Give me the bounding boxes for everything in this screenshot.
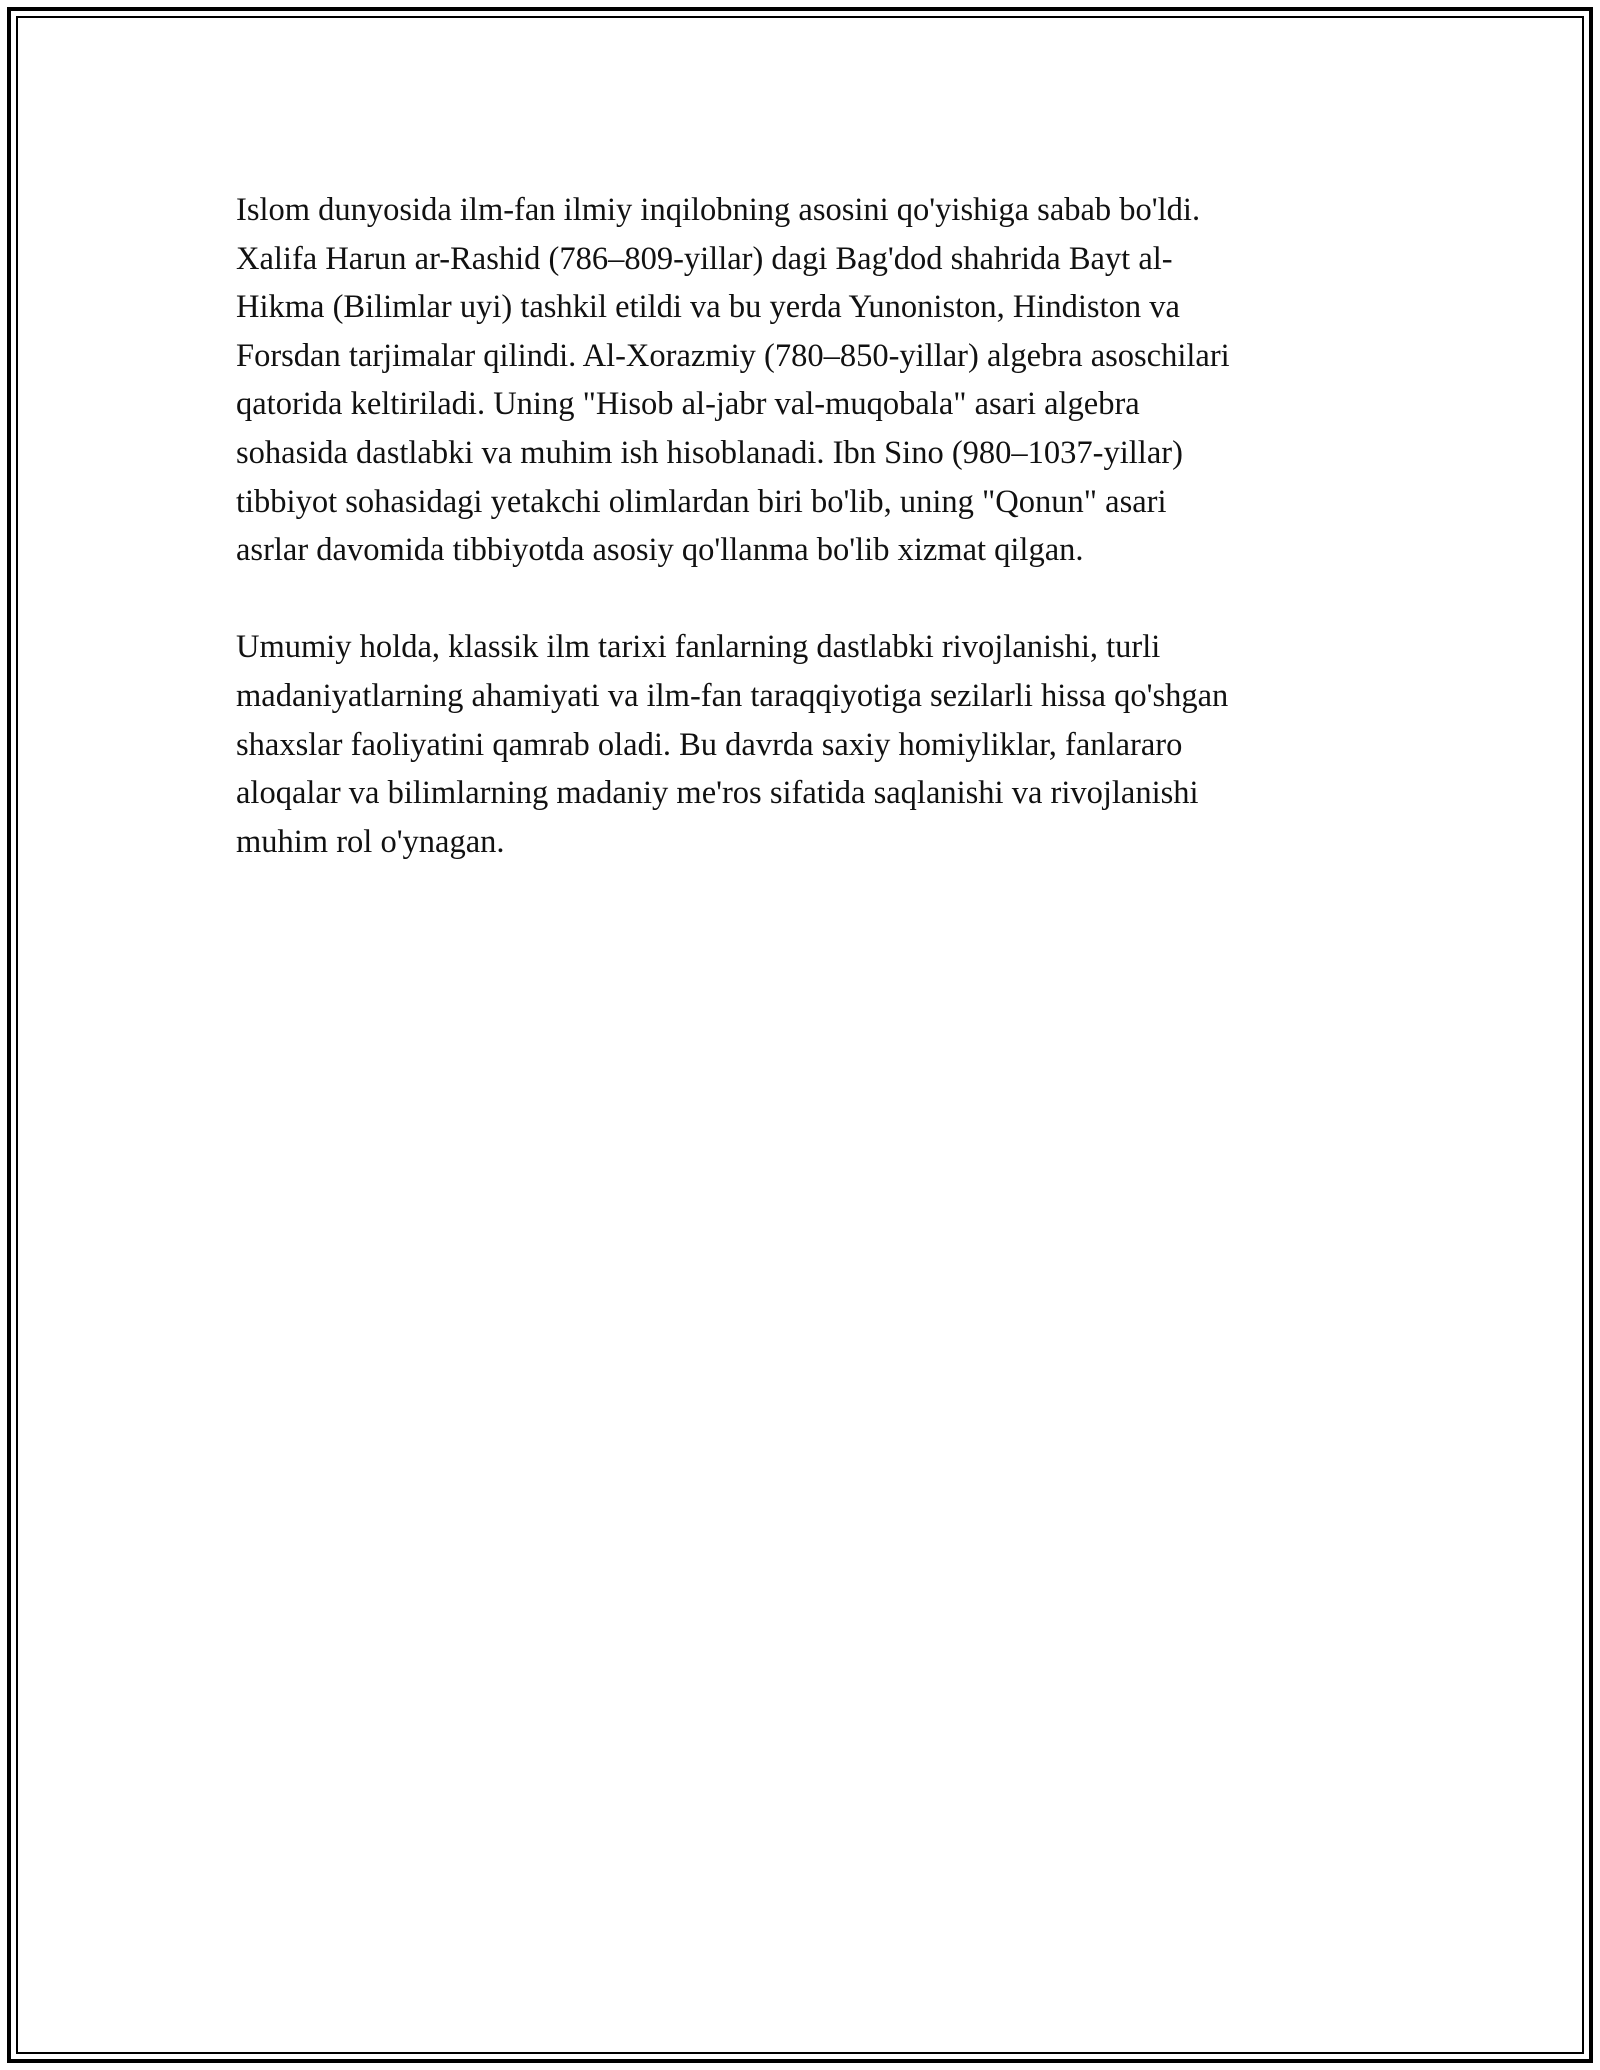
paragraph-line: aloqalar va bilimlarning madaniy me'ros sifatida saqlanishi va rivojlanishi xyxy=(236,775,1199,812)
paragraph-line: Islom dunyosida ilm-fan ilmiy inqilobning asosini qo'yishiga sabab bo'ldi. xyxy=(236,192,1201,228)
paragraph-line: muhim rol o'ynagan. xyxy=(236,823,505,860)
paragraph-line: tibbiyot sohasidagi yetakchi olimlardan biri bo'lib, uning "Qonun" asari xyxy=(236,483,1167,520)
paragraph-line: madaniyatlarning ahamiyati va ilm-fan taraqqiyotiga sezilarli hissa qo'shgan xyxy=(236,677,1229,714)
paragraph-line: shaxslar faoliyatini qamrab oladi. Bu davrda saxiy homiyliklar, fanlararo xyxy=(236,726,1183,763)
paragraph-line: asrlar davomida tibbiyotda asosiy qo'llanma bo'lib xizmat qilgan. xyxy=(236,532,1084,569)
paragraph-line: Umumiy holda, klassik ilm tarixi fanlarning dastlabki rivojlanishi, turli xyxy=(236,629,1161,666)
document-body xyxy=(236,186,1376,866)
paragraph-2 xyxy=(236,623,1376,866)
paragraph-line: Xalifa Harun ar-Rashid (786–809-yillar) dagi Bag'dod shahrida Bayt al- xyxy=(236,240,1173,277)
paragraph-line: qatorida keltiriladi. Uning "Hisob al-jabr val-muqobala" asari algebra xyxy=(236,386,1140,423)
paragraph-1 xyxy=(236,186,1376,575)
paragraph-line: sohasida dastlabki va muhim ish hisoblanadi. Ibn Sino (980–1037-yillar) xyxy=(236,434,1183,471)
paragraph-line: Hikma (Bilimlar uyi) tashkil etildi va bu yerda Yunoniston, Hindiston va xyxy=(236,289,1180,326)
paragraph-line: Forsdan tarjimalar qilindi. Al-Xorazmiy (780–850-yillar) algebra asoschilari xyxy=(236,337,1230,374)
